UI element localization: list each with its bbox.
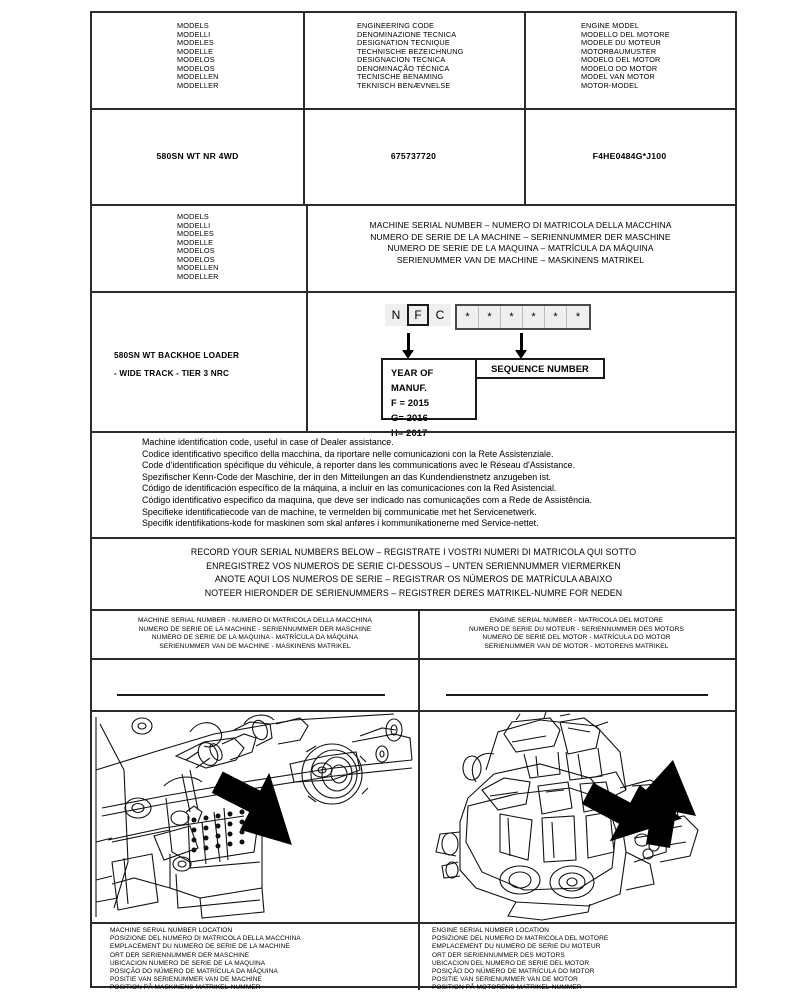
code-char-c: C [429, 304, 451, 326]
document-frame [90, 11, 737, 992]
machine-serial-write-line[interactable] [117, 694, 385, 696]
sequence-cell: * [545, 306, 567, 328]
arrow-down-to-year-box [402, 333, 414, 359]
engine-serial-location-illustration [420, 712, 735, 922]
machine-location-caption: MACHINE SERIAL NUMBER LOCATION POSIZIONE DEL NUMERO DI MATRICOLA DELLA MACCHINA EMPLACEMENT DU NUMERO DE SERIE DE LA MACHINE ORT DER SERIENNUMMER DER MASCHINE UBICACION NUMERO DE SERIE DE LA MAQUINA POSIÇÃO DO NÚMERO DE MATRÍCULA DA MÁQUINA POSITIE VAN SERIENUMMER VAN DE MACHINE POSITION PÅ MASKINENS MATRIKEL-NUMMER [110, 927, 301, 992]
serial-code-boxes [385, 304, 591, 330]
grid-line [92, 431, 735, 433]
engine-location-caption: ENGINE SERIAL NUMBER LOCATION POSIZIONE DEL NUMERO DI MATRICOLA DEL MOTORE EMPLACEMENT DU NUMERO DE SERIE DU MOTEUR ORT DER SERIENNUMMER DES MOTORS UBICACION DEL NUMERO DE SERIE DEL MOTOR POSIÇÃO DO NÚMERO DE MATRÍCULA DO MOTOR POSITIE VAN SERIENUMMER VAN DE MOTOR POSITION PÅ MOTORENS MATRIKEL-NUMMER [432, 927, 609, 992]
sequence-number-box: SEQUENCE NUMBER [475, 358, 605, 379]
sequence-cell: * [575, 311, 581, 323]
sequence-cell: * [479, 306, 501, 328]
machine-serial-number-title: MACHINE SERIAL NUMBER – NUMERO DI MATRICOLA DELLA MACCHINA NUMERO DE SERIE DE LA MACHINE – SERIENNUMMER DER MASCHINE NUMERO DE SERIE DE LA MAQUINA – MATRÍCULA DA MÁQUINA SERIENUMMER VAN DE MACHINE – MASKINENS MATRIKEL [369, 220, 672, 265]
sequence-cell: * [501, 306, 523, 328]
code-char-n: N [385, 304, 407, 326]
code-diagram-model-name: 580SN WT BACKHOE LOADER - WIDE TRACK - TIER 3 NRC [114, 351, 240, 378]
code-char-f-highlighted: F [407, 304, 429, 326]
grid-line [92, 658, 735, 660]
sequence-cell: * [457, 306, 479, 328]
grid-line [92, 609, 735, 611]
grid-line [92, 291, 735, 293]
model-value: 580SN WT NR 4WD [156, 151, 239, 161]
machine-serial-number-header: MACHINE SERIAL NUMBER - NUMERO DI MATRICOLA DELLA MACCHINA NUMERO DE SERIE DE LA MACHINE - SERIENNUMMER DER MASCHINE NUMERO DE SERIE DE LA MAQUINA - MATRÍCULA DA MÁQUINA SERIENUMMER VAN DE MACHINE - MASKINENS MATRIKEL [137, 617, 373, 650]
grid-line [92, 537, 735, 539]
engine-model-value: F4HE0484G*J100 [592, 151, 667, 161]
grid-line [92, 922, 735, 924]
grid-line [92, 204, 735, 206]
sequence-cell: * [523, 306, 545, 328]
year-of-manufacture-box: YEAR OF MANUF. F = 2015 G= 2016 [381, 358, 477, 420]
serial-models-list: MODELS MODELLI MODELES MODELLE MODELOS MODELOS MODELLEN MODELLER [177, 212, 219, 281]
pointer-arrow [203, 754, 317, 854]
record-serial-numbers-block: RECORD YOUR SERIAL NUMBERS BELOW – REGISTRATE I VOSTRI NUMERI DI MATRICOLA QUI SOTTO ENREGISTREZ VOS NUMEROS DE SERIE CI-DESSOUS – UNTEN SERIENNUMMER VIERMERKEN ANOTE AQUI LOS NUMEROS DE SERIE – REGISTRAR OS NÚMEROS DE MATRÍCULA ABAIXO NOTEER HIERONDER DE SERIENUMMERS – REGISTRER DERES MATRIKEL-NUMRE FOR NEDEN [190, 547, 637, 598]
engine-serial-number-header: ENGINE SERIAL NUMBER - MATRICOLA DEL MOTORE NUMERO DE SERIE DU MOTEUR - SERIENNUMMER DES MOTORS NUMERO DE SERIE DEL MOTOR - MATRÍCULA DO MOTOR SERIENUMMER VAN DE MOTOR - MOTORENS MATRIKEL [469, 617, 684, 650]
identification-paragraph: Machine identification code, useful in case of Dealer assistance. Codice identificativo specifico della macchina, da riportare nelle comunicazioni con la Rete Assistenziale. Code d'identification spécifique du véhicule, à reporter dans les communications avec le Réseau d'Assistance. Spezifischer Kenn-Code der Maschine, der in den Mitteilungen an das Kundendienstnetz anzugeben ist. Código de identificación específico de la máquina, a incluir en las comunicaciones con la Red Asistencial. Código identificativo especifico da maquina, que deve ser indicado nas comunicações com a Rede de Assistência. Specifieke identificatiecode van de machine, te vermelden bij communicatie met het Servicenetwerk. Specifik identifikations-kode for maskinen som skal anføres i kommunikationerne med Service-nettet. [142, 437, 592, 529]
engine-model-header-list: ENGINE MODEL MODELLO DEL MOTORE MODELE DU MOTEUR MOTORBAUMUSTER MODELO DEL MOTOR MODELO DO MOTOR MODEL VAN MOTOR MOTOR-MODEL [581, 21, 670, 90]
sequence-number-cells [455, 304, 591, 330]
engine-serial-write-line[interactable] [446, 694, 708, 696]
engineering-code-value: 675737720 [390, 151, 437, 161]
models-header-list: MODELS MODELLI MODELES MODELLE MODELOS MODELOS MODELLEN MODELLER [177, 21, 219, 90]
engineering-code-header-list: ENGINEERING CODE DENOMINAZIONE TECNICA DESIGNATION TECNIQUE TECHNISCHE BEZEICHNUNG DESIGNACION TECNICA DENOMINAÇÃO TÉCNICA TECNISCHE BENAMING TEKNISCH BENÆVNELSE [357, 21, 464, 90]
arrow-down-to-sequence-box [515, 333, 527, 359]
machine-serial-location-illustration [94, 712, 418, 922]
